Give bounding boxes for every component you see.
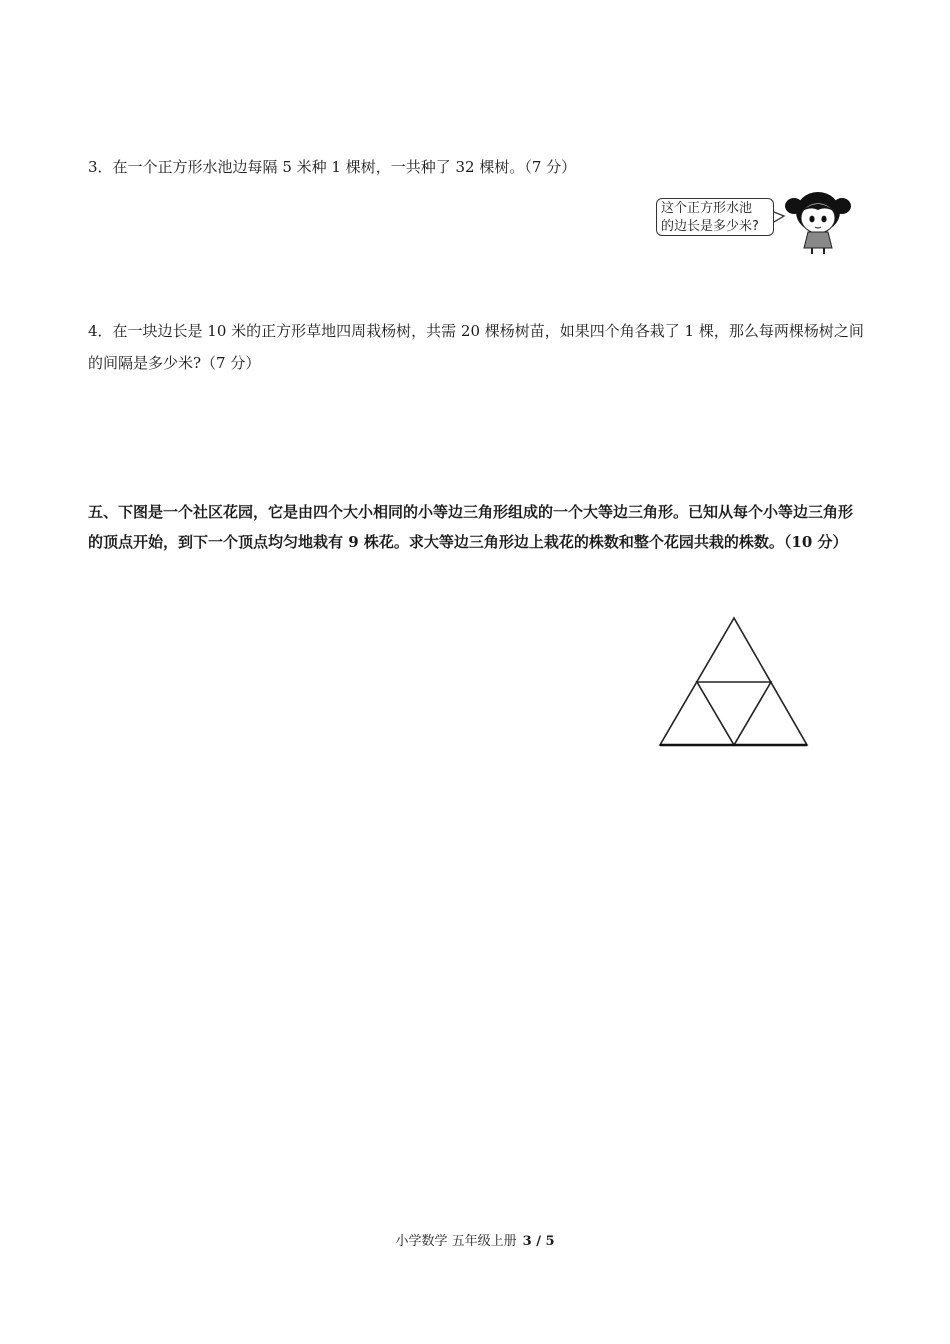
question-3-illustration bbox=[656, 186, 866, 256]
question-3: 3．在一个正方形水池边每隔 5 米种 1 棵树，一共种了 32 棵树。（7 分） bbox=[88, 158, 577, 176]
question-5: 五、下图是一个社区花园，它是由四个大小相同的小等边三角形组成的一个大等边三角形。已知从每个小等边三角形的顶点开始，到下一个顶点均匀地栽有 9 株花。求大等边三角形边上栽花的株数和整个花园共栽的株数。（10 分） bbox=[88, 503, 854, 551]
speech-bubble-line-1: 这个正方形水池 bbox=[661, 201, 753, 216]
speech-bubble bbox=[656, 198, 774, 236]
footer-page-number: 3 / 5 bbox=[522, 1234, 555, 1249]
footer-subject: 小学数学 五年级上册 bbox=[395, 1234, 517, 1249]
girl-cartoon-icon bbox=[774, 186, 862, 256]
speech-bubble-line-2: 的边长是多少米? bbox=[661, 219, 759, 234]
page-footer bbox=[0, 1230, 950, 1249]
garden-triangle-diagram bbox=[656, 614, 812, 750]
inner-triangle bbox=[697, 682, 771, 745]
question-4: 4．在一块边长是 10 米的正方形草地四周栽杨树，共需 20 棵杨树苗，如果四个角各栽了 1 棵，那么每两棵杨树之间的间隔是多少米?（7 分） bbox=[88, 322, 864, 372]
